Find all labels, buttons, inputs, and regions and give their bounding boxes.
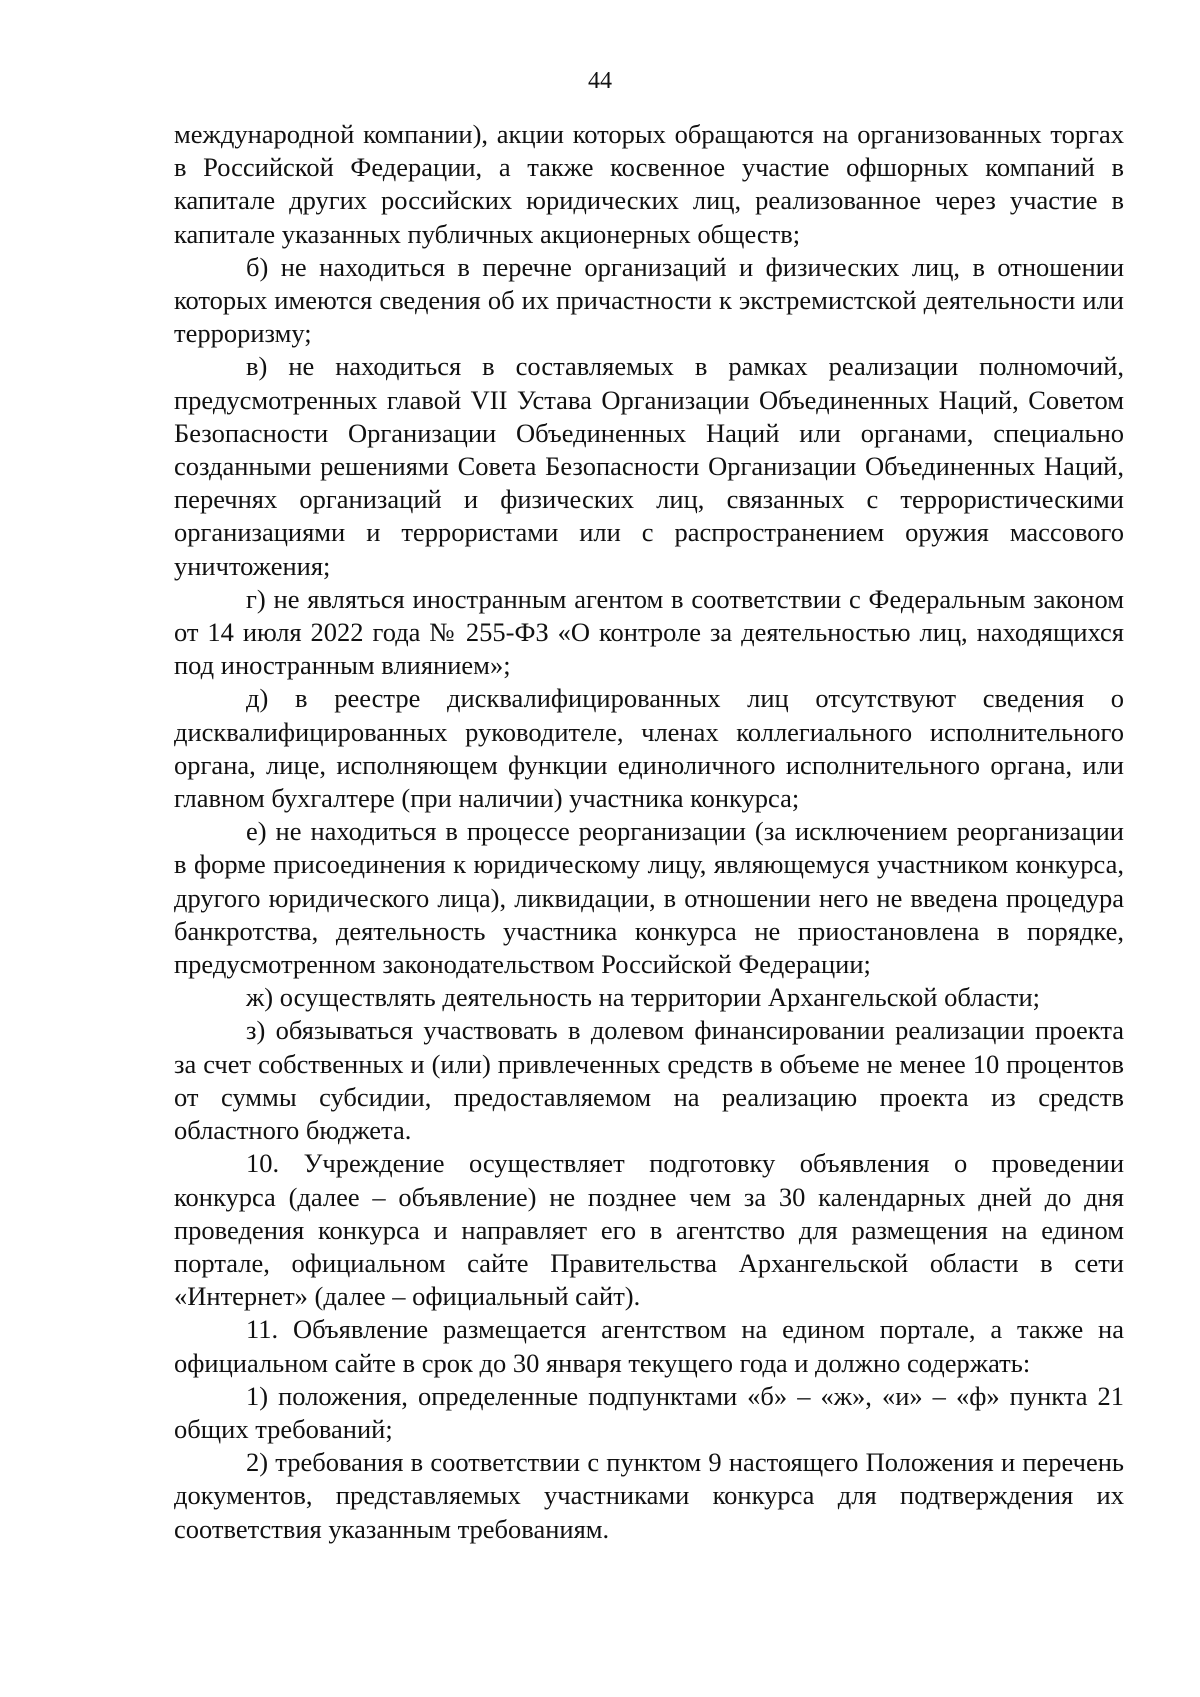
- document-body: [174, 118, 1124, 1546]
- paragraph-item-v: в) не находиться в составляемых в рамках реализации полномочий, предусмотренных главой VII Устава Организации Объединенных Наций, Советом Безопасности Организации Объединенных Наций или органами, специально созданными решениями Совета Безопасности Организации Объединенных Наций, перечнях организаций и физических лиц, связанных с террористическими организациями и террористами или с распространением оружия массового уничтожения;: [174, 351, 1124, 581]
- paragraph-subitem-1: 1) положения, определенные подпунктами «б» – «ж», «и» – «ф» пункта 21 общих требований;: [174, 1380, 1124, 1444]
- paragraph-subitem-2: 2) требования в соответствии с пунктом 9 настоящего Положения и перечень документов, представляемых участниками конкурса для подтверждения их соответствия указанным требованиям.: [174, 1447, 1124, 1544]
- paragraph-item-e: е) не находиться в процессе реорганизации (за исключением реорганизации в форме присоединения к юридическому лицу, являющемуся участником конкурса, другого юридического лица), ликвидации, в отношении него не введена процедура банкротства, деятельность участника конкурса не приостановлена в порядке, предусмотренном законодательством Российской Федерации;: [174, 816, 1124, 980]
- paragraph-item-zh: ж) осуществлять деятельность на территории Архангельской области;: [246, 982, 1041, 1013]
- paragraph-item-z: з) обязываться участвовать в долевом финансировании реализации проекта за счет собственных и (или) привлеченных средств в объеме не менее 10 процентов от суммы субсидии, предоставляемом на реализацию проекта из средств областного бюджета.: [174, 1015, 1124, 1146]
- paragraph-item-b: б) не находиться в перечне организаций и физических лиц, в отношении которых имеются сведения об их причастности к экстремистской деятельности или терроризму;: [174, 251, 1124, 349]
- paragraph-item-d: д) в реестре дисквалифицированных лиц отсутствуют сведения о дисквалифицированных руководителе, членах коллегиального исполнительного органа, лице, исполняющем функции единоличного исполнительного органа, или главном бухгалтере (при наличии) участника конкурса;: [174, 683, 1124, 814]
- paragraph-item-g: г) не являться иностранным агентом в соответствии с Федеральным законом от 14 июля 2022 года № 255-ФЗ «О контроле за деятельностью лиц, находящихся под иностранным влиянием»;: [174, 583, 1124, 681]
- paragraph-clause-10: 10. Учреждение осуществляет подготовку объявления о проведении конкурса (далее – объявление) не позднее чем за 30 календарных дней до дня проведения конкурса и направляет его в агентство для размещения на едином портале, официальном сайте Правительства Архангельской области в сети «Интернет» (далее – официальный сайт).: [174, 1148, 1124, 1312]
- page-number: 44: [588, 68, 612, 94]
- paragraph-clause-11: 11. Объявление размещается агентством на едином портале, а также на официальном сайте в срок до 30 января текущего года и должно содержать:: [174, 1314, 1124, 1378]
- paragraph-continuation: международной компании), акции которых обращаются на организованных торгах в Российской Федерации, а также косвенное участие офшорных компаний в капитале других российских юридических лиц, реализованное через участие в капитале указанных публичных акционерных обществ;: [174, 119, 1124, 249]
